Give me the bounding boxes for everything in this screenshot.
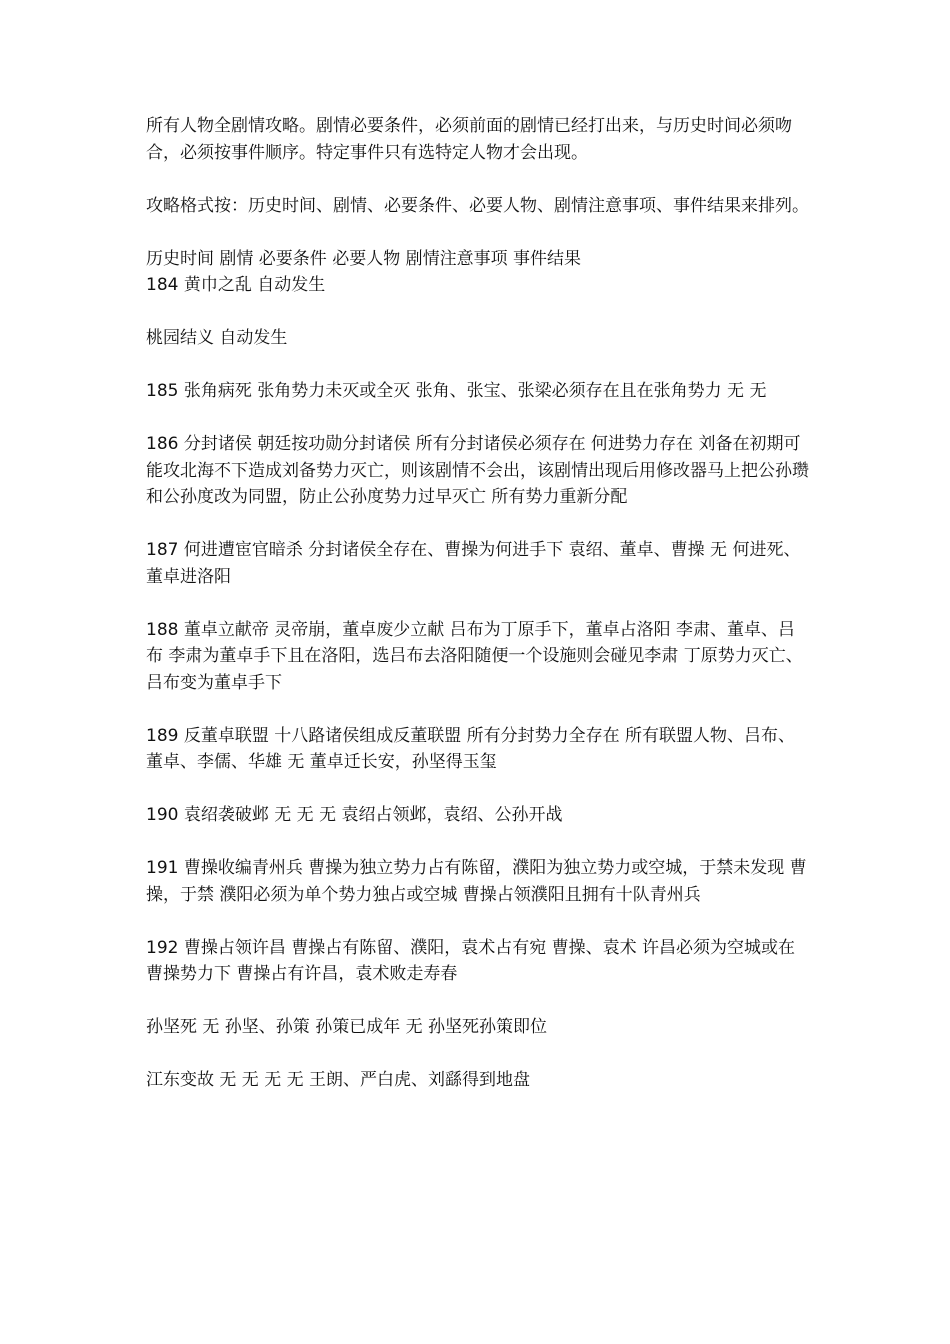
event-184: 184 黄巾之乱 自动发生 bbox=[146, 275, 326, 295]
event-187: 187 何进遭宦官暗杀 分封诸侯全存在、曹操为何进手下 袁绍、董卓、曹操 无 何进死、董卓进洛阳 bbox=[146, 540, 801, 587]
event-185: 185 张角病死 张角势力未灭或全灭 张角、张宝、张梁必须存在且在张角势力 无 无 bbox=[146, 381, 767, 401]
event-192: 192 曹操占领许昌 曹操占有陈留、濮阳，袁术占有宛 曹操、袁术 许昌必须为空城或在曹操势力下 曹操占有许昌，袁术败走寿春 bbox=[146, 937, 796, 984]
format-paragraph: 攻略格式按：历史时间、剧情、必要条件、必要人物、剧情注意事项、事件结果来排列。 bbox=[146, 195, 809, 216]
event-188: 188 董卓立献帝 灵帝崩，董卓废少立献 吕布为丁原手下，董卓占洛阳 李肃、董卓、吕布 李肃为董卓手下且在洛阳，选吕布去洛阳随便一个设施则会碰见李肃 丁原势力灭亡、吕布变为董卓手下 bbox=[146, 619, 803, 693]
event-sunjian-death: 孙坚死 无 孙坚、孙策 孙策已成年 无 孙坚死孙策即位 bbox=[146, 1017, 548, 1037]
event-jiangdong: 江东变故 无 无 无 无 王朗、严白虎、刘繇得到地盘 bbox=[146, 1070, 531, 1090]
event-taoyuan: 桃园结义 自动发生 bbox=[146, 328, 288, 348]
document-page bbox=[146, 113, 810, 1094]
event-189: 189 反董卓联盟 十八路诸侯组成反董联盟 所有分封势力全存在 所有联盟人物、吕布、董卓、李儒、华雄 无 董卓迁长安，孙坚得玉玺 bbox=[146, 725, 796, 772]
event-186: 186 分封诸侯 朝廷按功勋分封诸侯 所有分封诸侯必须存在 何进势力存在 刘备在初期可能攻北海不下造成刘备势力灭亡，则该剧情不会出，该剧情出现后用修改器马上把公孙瓒和公孙度改为同盟，防止公孙度势力过早灭亡 所有势力重新分配 bbox=[146, 434, 809, 507]
intro-paragraph: 所有人物全剧情攻略。剧情必要条件，必须前面的剧情已经打出来，与历史时间必须吻合，必须按事件顺序。特定事件只有选特定人物才会出现。 bbox=[146, 116, 792, 163]
event-190: 190 袁绍袭破邺 无 无 无 袁绍占领邺，袁绍、公孙开战 bbox=[146, 805, 563, 825]
event-191: 191 曹操收编青州兵 曹操为独立势力占有陈留，濮阳为独立势力或空城，于禁未发现 曹操，于禁 濮阳必须为单个势力独占或空城 曹操占领濮阳且拥有十队青州兵 bbox=[146, 858, 807, 905]
column-header-line: 历史时间 剧情 必要条件 必要人物 剧情注意事项 事件结果 bbox=[146, 248, 582, 269]
